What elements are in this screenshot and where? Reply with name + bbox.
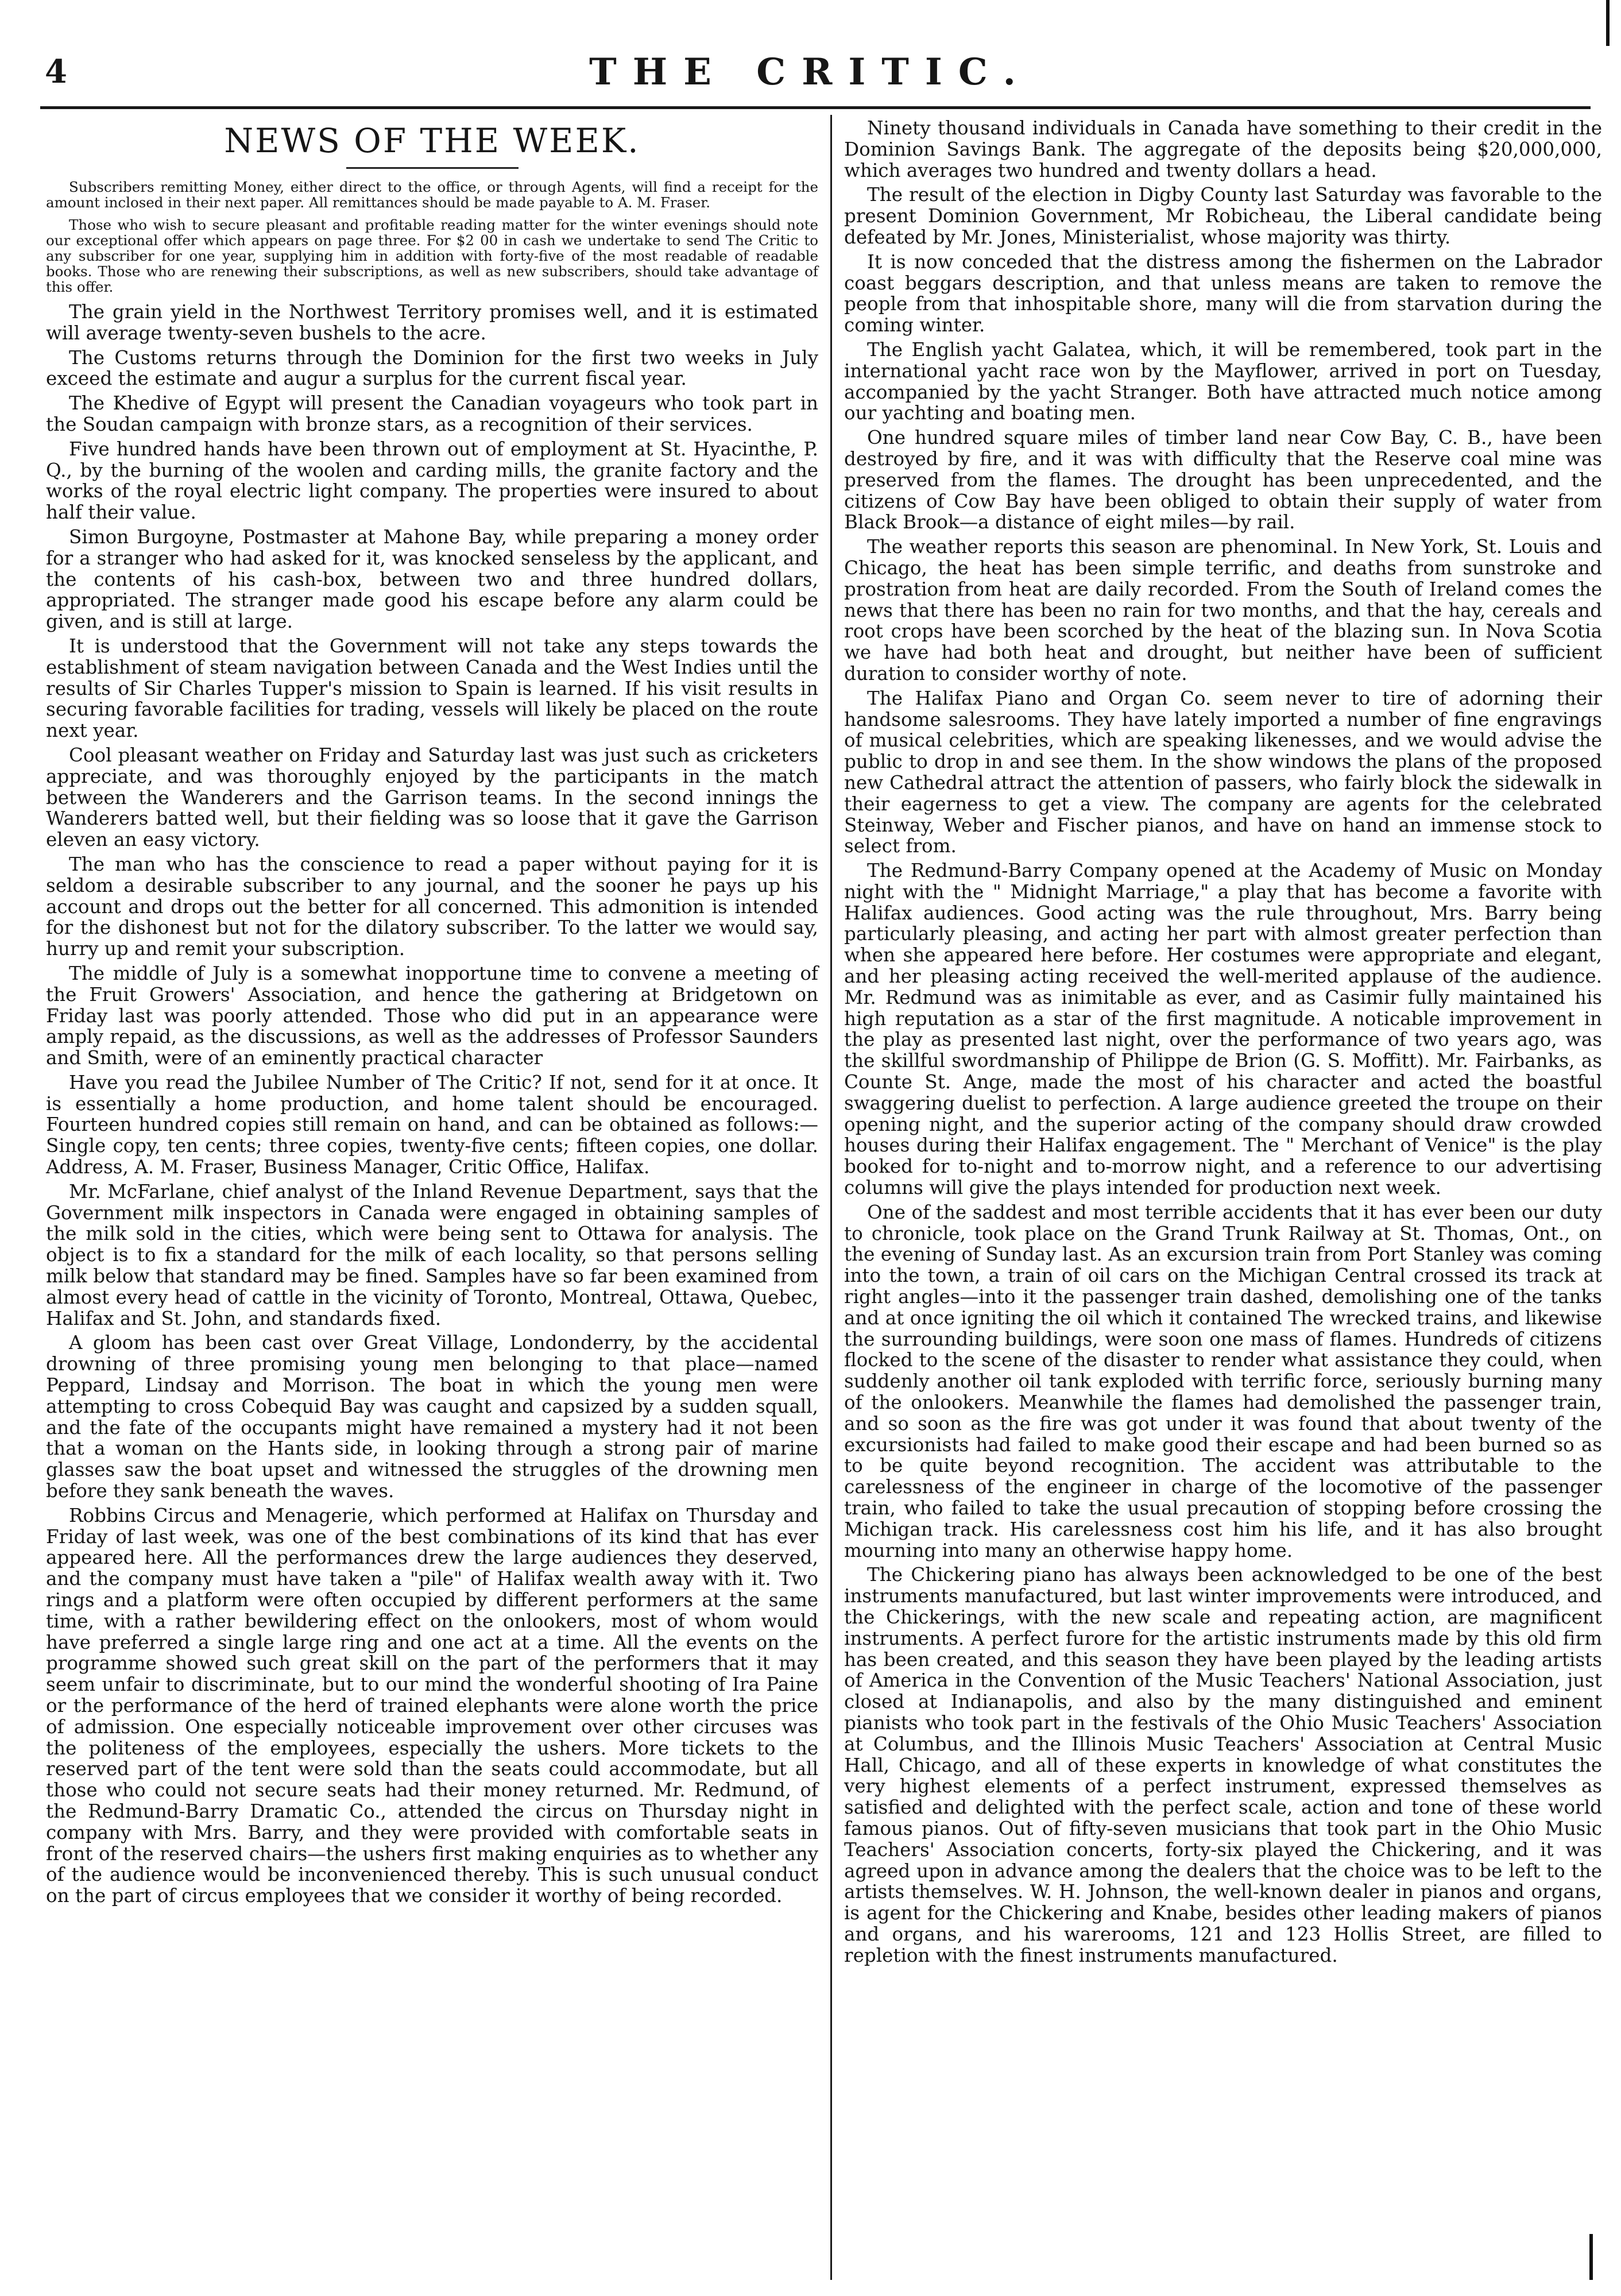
subscriber-notice: Subscribers remitting Money, either direct to the office, or through Agents, will find a receipt for the amount inclosed in their next paper. All remittances should be made payable to A. M. Fraser. <box>46 179 818 211</box>
news-paragraph: Robbins Circus and Menagerie, which performed at Halifax on Thursday and Friday of last week, was one of the best combinations of its kind that has ever appeared here. All the performances drew the large audiences they deserved, and the company must have taken a "pile" of Halifax wealth away with it. Two rings and a platform were often occupied by different performers at the same time, with a rather bewildering effect on the onlookers, most of whom would have preferred a single large ring and one act at a time. All the events on the programme showed such great skill on the part of the performers that it may seem unfair to discriminate, but to our mind the wonderful shooting of Ira Paine or the performance of the herd of trained elephants were alone worth the price of admission. One especially noticeable improvement over other circuses was the politeness of the employees, especially the ushers. More tickets to the reserved part of the tent were sold than the seats could accommodate, but all those who could not secure seats had their money returned. Mr. Redmund, of the Redmund-Barry Dramatic Co., attended the circus on Thursday night in company with Mrs. Barry, and they were provided with comfortable seats in front of the reserved chairs—the ushers first making enquiries as to whether any of the audience would be inconvenienced thereby. This is such unusual conduct on the part of circus employees that we consider it worthy of being recorded. <box>46 1504 818 1907</box>
offer-notice: Those who wish to secure pleasant and profitable reading matter for the winter evenings should note our exceptional offer which appears on page three. For $2 00 in cash we undertake to send The Critic to any subscriber for one year, supplying him in addition with forty-five of the most readable of readable books. Those who are renewing their subscriptions, as well as new subscribers, should take advantage of this offer. <box>46 217 818 295</box>
news-paragraph: One hundred square miles of timber land near Cow Bay, C. B., have been destroyed by fire, and it was with difficulty that the Reserve coal mine was preserved from the flames. The drought has been unprecedented, and the citizens of Cow Bay have been obliged to obtain their supply of water from Black Brook—a distance of eight miles—by rail. <box>844 427 1602 534</box>
news-paragraph: The result of the election in Digby County last Saturday was favorable to the present Dominion Government, Mr Robicheau, the Liberal candidate being defeated by Mr. Jones, Ministerialist, whose majority was thirty. <box>844 184 1602 248</box>
news-paragraph: It is now conceded that the distress among the fishermen on the Labrador coast beggars description, and that unless means are taken to remove the people from that inhospitable shore, many will die from starvation during the coming winter. <box>844 250 1602 337</box>
news-paragraph: The English yacht Galatea, which, it will be remembered, took part in the international yacht race won by the Mayflower, arrived in port on Tuesday, accompanied by the yacht Stranger. Both have attracted much notice among our yachting and boating men. <box>844 338 1602 424</box>
news-paragraph: The middle of July is a somewhat inopportune time to convene a meeting of the Fruit Growers' Association, and hence the gathering at Bridgetown on Friday last was poorly attended. Those who did put in an appearance were amply repaid, as the discussions, as well as the addresses of Professor Saunders and Smith, were of an eminently practical character <box>46 962 818 1069</box>
news-paragraph: The grain yield in the Northwest Territory promises well, and it is estimated will average twenty-seven bushels to the acre. <box>46 301 818 344</box>
news-paragraph: Mr. McFarlane, chief analyst of the Inland Revenue Department, says that the Government milk inspectors in Canada were engaged in obtaining samples of the milk sold in the cities, which were being sent to Ottawa for analysis. The object is to fix a standard for the milk of each locality, so that persons selling milk below that standard may be fined. Samples have so far been examined from almost every head of cattle in the vicinity of Toronto, Montreal, Ottawa, Quebec, Halifax and St. John, and standards fixed. <box>46 1180 818 1329</box>
edge-mark <box>1606 0 1610 46</box>
right-column <box>844 118 1602 1970</box>
news-paragraph: The Halifax Piano and Organ Co. seem never to tire of adorning their handsome salesrooms. They have lately imported a number of fine engravings of musical celebrities, which are speaking likenesses, and we would advise the public to drop in and see them. In the show windows the plans of the proposed new Cathedral attract the attention of passers, who fairly block the sidewalk in their eagerness to get a view. The company are agents for the celebrated Steinway, Weber and Fischer pianos, and have on hand an immense stock to select from. <box>844 687 1602 857</box>
news-paragraph: The Customs returns through the Dominion for the first two weeks in July exceed the estimate and augur a surplus for the current fiscal year. <box>46 346 818 390</box>
news-paragraph: The man who has the conscience to read a paper without paying for it is seldom a desirable subscriber to any journal, and the sooner he pays up his account and drops out the better for all concerned. This admonition is intended for the dishonest but not for the dilatory subscriber. To the latter we would say, hurry up and remit your subscription. <box>46 853 818 960</box>
left-column <box>46 118 818 1910</box>
news-paragraph: The Chickering piano has always been acknowledged to be one of the best instruments manufactured, but last winter improvements were introduced, and the Chickerings, with the new scale and repeating action, are magnificent instruments. A perfect furore for the artistic instruments made by this old firm has been created, and this season they have been played by the leading artists of America in the Convention of the Music Teachers' National Association, just closed at Indianapolis, and also by the many distinguished and eminent pianists who took part in the festivals of the Ohio Music Teachers' Association at Columbus, and the Illinois Music Teachers' Association at Central Music Hall, Chicago, and all of these experts in knowledge of what constitutes the very highest elements of a perfect instrument, expressed themselves as satisfied and delighted with the perfect scale, action and tone of these world famous pianos. Out of fifty-seven musicians that took part in the Ohio Music Teachers' Association concerts, forty-six played the Chickering, and it was agreed upon in advance among the dealers that the choice was to be left to the artists themselves. W. H. Johnson, the well-known dealer in pianos and organs, is agent for the Chickering and Knabe, besides other leading makers of pianos and organs, and his warerooms, 121 and 123 Hollis Street, are filled to repletion with the finest instruments manufactured. <box>844 1564 1602 1966</box>
news-paragraph: Ninety thousand individuals in Canada have something to their credit in the Dominion Savings Bank. The aggregate of the deposits being $20,000,000, which averages two hundred and twenty dollars a head. <box>844 117 1602 181</box>
news-paragraph: Have you read the Jubilee Number of The Critic? If not, send for it at once. It is essentially a home production, and home talent should be encouraged. Fourteen hundred copies still remain on hand, and can be obtained as follows:—Single copy, ten cents; three copies, twenty-five cents; fifteen copies, one dollar. Address, A. M. Fraser, Business Manager, Critic Office, Halifax. <box>46 1071 818 1178</box>
masthead-title: THE CRITIC. <box>589 51 1032 94</box>
end-bar <box>1589 2234 1593 2280</box>
news-paragraph: A gloom has been cast over Great Village, Londonderry, by the accidental drowning of three promising young men belonging to that place—named Peppard, Lindsay and Morrison. The boat in which the young men were attempting to cross Cobequid Bay was caught and capsized by a sudden squall, and the fate of the occupants might have remained a mystery had it not been that a woman on the Hants side, in looking through a strong pair of marine glasses saw the boat upset and witnessed the struggles of the drowning men before they sank beneath the waves. <box>46 1332 818 1502</box>
news-paragraph: Simon Burgoyne, Postmaster at Mahone Bay, while preparing a money order for a stranger who had asked for it, was knocked senseless by the applicant, and the contents of his cash-box, between two and three hundred dollars, appropriated. The stranger made good his escape before any alarm could be given, and is still at large. <box>46 525 818 633</box>
column-divider <box>830 115 832 2280</box>
title-rule <box>346 167 519 169</box>
news-paragraph: The Redmund-Barry Company opened at the Academy of Music on Monday night with the " Midnight Marriage," a play that has become a favorite with Halifax audiences. Good acting was the rule throughout, Mrs. Barry being particularly pleasing, and acting her part with almost greater perfection than when she appeared here before. Her costumes were appropriate and elegant, and her pleasing acting received the well-merited applause of the audience. Mr. Redmund was as inimitable as ever, and as Casimir fully maintained his high reputation as a star of the first magnitude. A noticable improvement in the play as presented last night, over the performance of two years ago, was the skillful swordmanship of Philippe de Brion (G. S. Moffitt). Mr. Fairbanks, as Counte St. Ange, made the most of his character and acted the boastful swaggering duelist to perfection. A large audience greeted the troupe on their opening night, and the superior acting of the company should draw crowded houses during their Halifax engagement. The " Merchant of Venice" is the play booked for to-night and to-morrow night, and a reference to our advertising columns will give the plays intended for production next week. <box>844 860 1602 1199</box>
page-number: 4 <box>45 53 67 91</box>
news-paragraph: The Khedive of Egypt will present the Canadian voyageurs who took part in the Soudan campaign with bronze stars, as a recognition of their services. <box>46 392 818 435</box>
news-paragraph: One of the saddest and most terrible accidents that it has ever been our duty to chronicle, took place on the Grand Trunk Railway at St. Thomas, Ont., on the evening of Sunday last. As an excursion train from Port Stanley was coming into the town, a train of oil cars on the Michigan Central crossed its track at right angles—into it the passenger train dashed, demolishing one of the tanks and at once igniting the oil which it contained The wrecked trains, and likewise the surrounding buildings, were soon one mass of flames. Hundreds of citizens flocked to the scene of the disaster to render what assistance they could, when suddenly another oil tank exploded with terrific force, seriously burning many of the onlookers. Meanwhile the flames had demolished the passenger train, and so soon as the fire was got under it was found that about twenty of the excursionists had failed to make good their escape and had been burned so as to be quite beyond recognition. The accident was attributable to the carelessness of the engineer in charge of the locomotive of the passenger train, who failed to take the usual precaution of stopping before crossing the Michigan track. His carelessness cost him his life, and it has also brought mourning into many an otherwise happy home. <box>844 1201 1602 1561</box>
header-rule <box>40 106 1591 109</box>
news-paragraph: Five hundred hands have been thrown out of employment at St. Hyacinthe, P. Q., by the burning of the woolen and carding mills, the granite factory and the works of the royal electric light company. The properties were insured to about half their value. <box>46 438 818 524</box>
section-title: NEWS OF THE WEEK. <box>224 121 640 160</box>
news-paragraph: Cool pleasant weather on Friday and Saturday last was just such as cricketers appreciate, and was thoroughly enjoyed by the participants in the match between the Wanderers and the Garrison teams. In the second innings the Wanderers batted well, but their fielding was so loose that it gave the Garrison eleven an easy victory. <box>46 744 818 851</box>
news-paragraph: The weather reports this season are phenominal. In New York, St. Louis and Chicago, the heat has been simple terrific, and deaths from sunstroke and prostration from heat are daily recorded. From the South of Ireland comes the news that there has been no rain for two months, and that the hay, cereals and root crops have been scorched by the heat of the blazing sun. In Nova Scotia we have had both heat and drought, but neither have been of sufficient duration to consider worthy of note. <box>844 536 1602 685</box>
news-paragraph: It is understood that the Government will not take any steps towards the establishment of steam navigation between Canada and the West Indies until the results of Sir Charles Tupper's mission to Spain is learned. If his visit results in securing favorable facilities for trading, vessels will likely be placed on the route next year. <box>46 635 818 742</box>
